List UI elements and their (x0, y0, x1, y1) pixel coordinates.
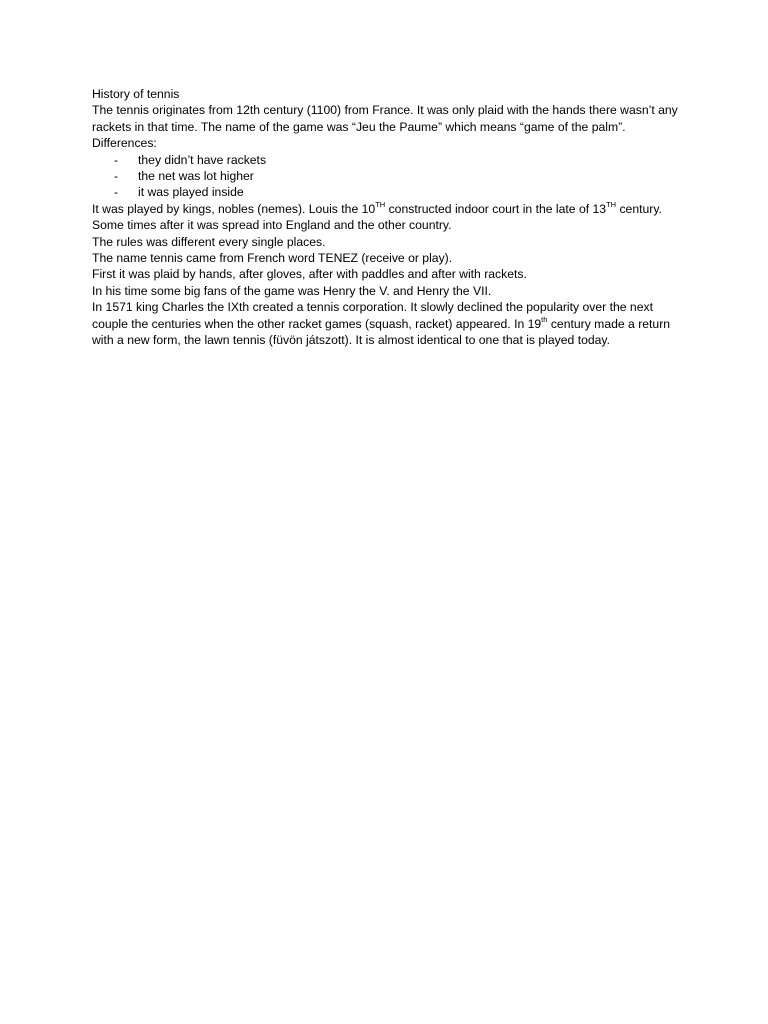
final-text-1: In 1571 king Charles the IXth created a tennis corporation. It slowly declined the popularity over the next couple the centuries when the other racket games (squash, racket) appeared. In 19 (92, 300, 653, 331)
list-item (92, 168, 682, 184)
text-line: Some times after it was spread into England and the other country. (92, 218, 452, 233)
bullet-dash: - (114, 185, 119, 200)
bullet-dash: - (114, 169, 119, 184)
difference-text: the net was lot higher (138, 169, 254, 184)
kings-text-3: century. (616, 201, 662, 216)
superscript: th (541, 314, 548, 324)
superscript: TH (375, 199, 386, 209)
final-paragraph (92, 299, 682, 348)
list-item (92, 184, 682, 200)
text-line: First it was plaid by hands, after gloves, after with paddles and after with rackets. (92, 267, 527, 282)
intro-paragraph: The tennis originates from 12th century (1100) from France. It was only plaid with the hands there wasn’t any rackets in that time. The name of the game was “Jeu the Paume” which means “game of the palm”. (92, 103, 678, 134)
bullet-dash: - (114, 152, 119, 167)
text-line: The name tennis came from French word TENEZ (receive or play). (92, 251, 453, 266)
superscript: TH (606, 199, 617, 209)
differences-heading: Differences: (92, 136, 157, 151)
difference-text: they didn’t have rackets (138, 152, 267, 167)
difference-text: it was played inside (138, 185, 244, 200)
text-line: In his time some big fans of the game was Henry the V. and Henry the VII. (92, 283, 492, 298)
final-text-2: century made a return with a new form, the lawn tennis (füvön játszott). It is almost identical to one that is played today. (92, 316, 671, 348)
document-title: History of tennis (92, 87, 180, 101)
differences-list (92, 152, 682, 201)
kings-paragraph (92, 201, 682, 217)
kings-text-1: It was played by kings, nobles (nemes). Louis the 10 (92, 201, 376, 216)
kings-text-2: constructed indoor court in the late of 13 (385, 201, 607, 216)
text-line: The rules was different every single places. (92, 234, 326, 249)
document-body (92, 86, 682, 349)
list-item (92, 152, 682, 168)
